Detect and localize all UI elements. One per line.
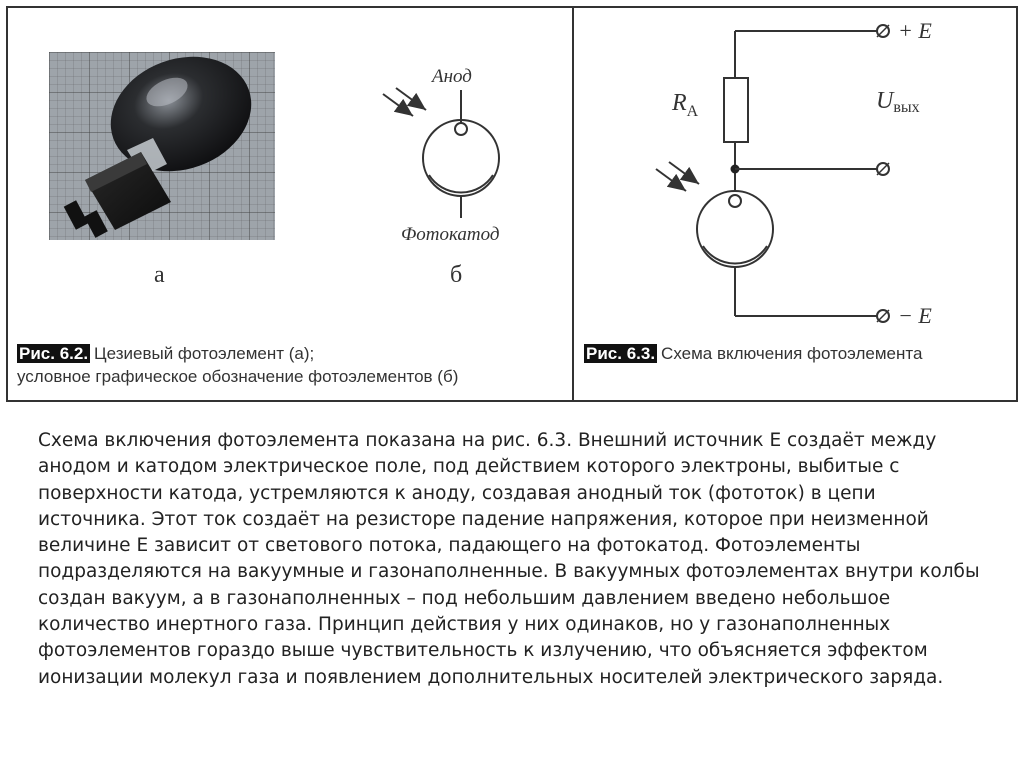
circuit-photocell-circle bbox=[697, 191, 773, 267]
photocell-bulb-circle bbox=[423, 120, 499, 196]
minus-e-label: − E bbox=[898, 303, 932, 328]
fig63-tag: Рис. 6.3. bbox=[586, 344, 656, 363]
fig62-caption bbox=[17, 342, 458, 388]
figure-label-b: б bbox=[450, 262, 463, 288]
output-voltage-label: Uвых bbox=[876, 88, 920, 116]
photocell-symbol bbox=[383, 66, 500, 245]
resistor-label: $R_A$ bbox=[672, 90, 699, 120]
resistor bbox=[724, 78, 748, 142]
photocathode-label: Фотокатод bbox=[401, 224, 500, 245]
fig62-caption-line1: Цезиевый фотоэлемент (а); bbox=[94, 344, 315, 363]
anode-label: Анод bbox=[432, 66, 472, 87]
plus-e-label: + E bbox=[898, 18, 932, 43]
fig63-caption-text: Схема включения фотоэлемента bbox=[661, 344, 923, 363]
circuit-anode-dot bbox=[729, 195, 741, 207]
circuit-diagram bbox=[656, 18, 932, 328]
anode-dot bbox=[455, 123, 467, 135]
fig62-tag: Рис. 6.2. bbox=[19, 344, 89, 363]
fig63-caption bbox=[584, 342, 922, 365]
body-paragraph: Схема включения фотоэлемента показана на рис. 6.3. Внешний источник Е создаёт между анодом и катодом электрическое поле, под действием которого электроны, выбитые с поверхности катода, устремляются к аноду, создавая анодный ток (фототок) в цепи источника. Этот ток создаёт на резисторе падение напряжения, которое при неизменной величине Е зависит от светового потока, падающего на фотокатод. Фотоэлементы подразделяются на вакуумные и газонаполненные. В вакуумных фотоэлементах внутри колбы создан вакуум, а в газонаполненных – под небольшим давлением введено небольшое количество инертного газа. Принцип действия у них одинаков, но у газонаполненных фотоэлементов гораздо выше чувствительность к излучению, что объясняется эффектом ионизации молекул газа и появлением дополнительных носителей электрического заряда. bbox=[38, 430, 980, 688]
fig62-caption-line2: условное графическое обозначение фотоэлементов (б) bbox=[17, 367, 459, 386]
figure-label-a: а bbox=[154, 262, 165, 288]
